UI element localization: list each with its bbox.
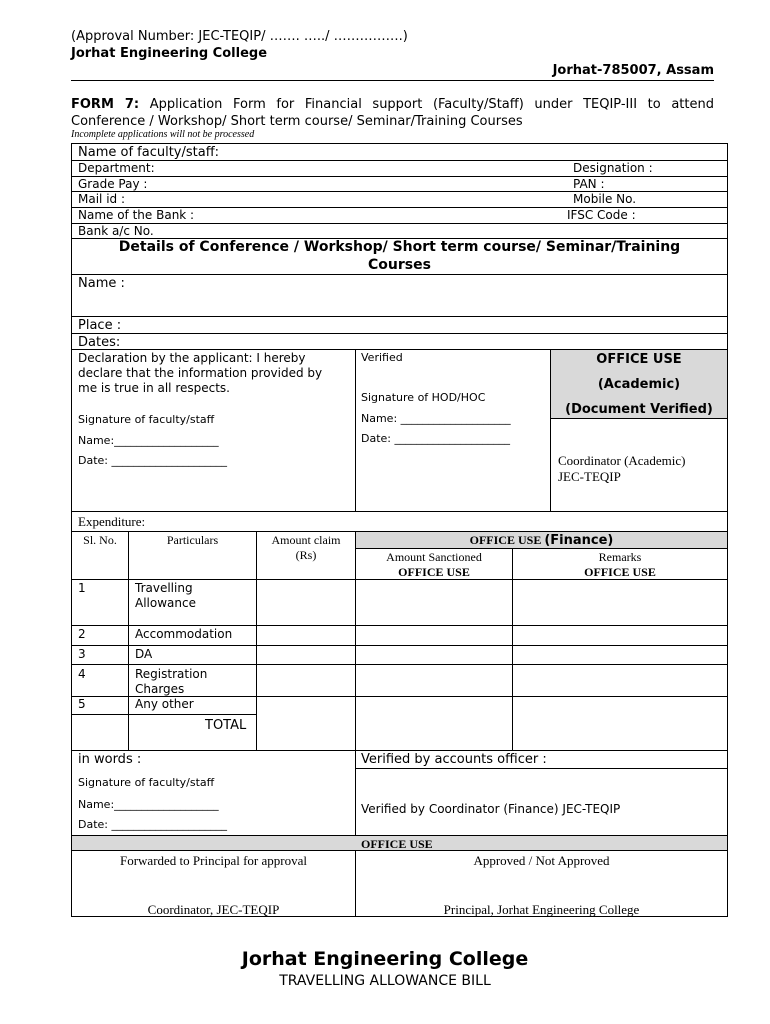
col-sanctioned-office: OFFICE USE	[398, 565, 470, 579]
row4-particular: Registration	[135, 667, 208, 681]
coordinator-academic-org: JEC-TEQIP	[558, 469, 621, 484]
col-amount-unit: (Rs)	[295, 548, 317, 562]
event-dates-field[interactable]: Dates:	[78, 335, 121, 350]
event-name-field[interactable]: Name :	[78, 276, 125, 291]
applicant-signature-label: Signature of faculty/staff	[78, 413, 215, 426]
row3-particular: DA	[135, 647, 153, 661]
verified-accounts-label: Verified by accounts officer :	[361, 752, 547, 767]
office-use-academic-subtitle: (Academic)	[597, 377, 681, 392]
bank-account-field[interactable]: Bank a/c No.	[78, 224, 154, 238]
row1-particular-2: Allowance	[135, 596, 196, 610]
form-description: Application Form for Financial support (Faculty/Staff) under TEQIP-III to attend Conference / Workshop/ Short term course/ Seminar/Training Courses	[71, 97, 714, 129]
office-finance-tag: (Finance)	[544, 533, 614, 548]
office-use-academic-title: OFFICE USE	[596, 352, 682, 367]
bottom-signature-label: Signature of faculty/staff	[78, 776, 215, 789]
coordinator-academic: Coordinator (Academic)	[558, 453, 686, 468]
row2-no: 2	[78, 627, 86, 641]
col-amount-header: Amount claim	[271, 533, 341, 547]
ifsc-field[interactable]: IFSC Code :	[567, 208, 636, 222]
principal-signature-label: Principal, Jorhat Engineering College	[443, 902, 640, 917]
row4-no: 4	[78, 667, 86, 681]
mail-field[interactable]: Mail id :	[78, 192, 125, 206]
verified-label: Verified	[361, 351, 403, 364]
col-sanctioned-header: Amount Sanctioned	[386, 550, 482, 564]
faculty-name-field[interactable]: Name of faculty/staff:	[78, 145, 220, 160]
college-address: Jorhat-785007, Assam	[552, 63, 714, 78]
pan-field[interactable]: PAN :	[573, 177, 605, 191]
office-use-label: OFFICE USE	[361, 837, 433, 851]
mobile-field[interactable]: Mobile No.	[573, 192, 637, 206]
declaration-line2: declare that the information provided by	[78, 366, 323, 380]
row1-no: 1	[78, 581, 86, 595]
footer-college-name: Jorhat Engineering College	[241, 948, 529, 970]
row3-no: 3	[78, 647, 86, 661]
declaration-line1: Declaration by the applicant: I hereby	[78, 351, 306, 365]
row1-particular: Travelling	[135, 581, 193, 595]
total-label: TOTAL	[205, 718, 247, 733]
coordinator-signature-label: Coordinator, JEC-TEQIP	[147, 902, 280, 917]
applicant-date-line[interactable]: Date: _____________________	[78, 454, 227, 467]
department-field[interactable]: Department:	[78, 161, 155, 175]
declaration-line3: me is true in all respects.	[78, 381, 230, 395]
hod-signature-label: Signature of HOD/HOC	[361, 391, 486, 404]
grade-pay-field[interactable]: Grade Pay :	[78, 177, 148, 191]
hod-name-line[interactable]: Name: ____________________	[361, 412, 511, 425]
expenditure-label: Expenditure:	[78, 514, 146, 529]
details-heading-line1: Details of Conference / Workshop/ Short term course/ Seminar/Training	[118, 239, 681, 255]
bottom-name-line[interactable]: Name:___________________	[78, 798, 219, 811]
row2-particular: Accommodation	[135, 627, 233, 641]
footer-bill-title: TRAVELLING ALLOWANCE BILL	[279, 973, 491, 989]
col-particulars-header: Particulars	[166, 533, 219, 547]
in-words-label[interactable]: in words :	[78, 752, 142, 767]
event-place-field[interactable]: Place :	[78, 318, 122, 333]
form-number: FORM 7:	[71, 97, 140, 112]
college-name: Jorhat Engineering College	[71, 46, 268, 61]
col-remarks-header: Remarks	[598, 550, 642, 564]
col-remarks-office: OFFICE USE	[584, 565, 656, 579]
col-slno-header: Sl. No.	[83, 533, 117, 547]
bottom-date-line[interactable]: Date: _____________________	[78, 818, 227, 831]
approval-number: (Approval Number: JEC-TEQIP/ ……. …../ …………….)	[71, 29, 408, 44]
office-use-document-verified: (Document Verified)	[565, 402, 713, 417]
designation-field[interactable]: Designation :	[573, 161, 653, 175]
row5-no: 5	[78, 697, 86, 711]
header-divider	[71, 80, 714, 81]
office-finance-header	[356, 533, 727, 548]
details-heading-line2: Courses	[368, 257, 431, 273]
hod-date-line[interactable]: Date: _____________________	[361, 432, 510, 445]
forwarded-label: Forwarded to Principal for approval	[119, 853, 307, 868]
applicant-name-line[interactable]: Name:___________________	[78, 434, 219, 447]
incomplete-note: Incomplete applications will not be processed	[71, 129, 255, 140]
row4-particular-2: Charges	[135, 682, 185, 696]
row5-particular: Any other	[135, 697, 194, 711]
verified-coordinator-finance: Verified by Coordinator (Finance) JEC-TEQIP	[361, 802, 621, 816]
bank-name-field[interactable]: Name of the Bank :	[78, 208, 195, 222]
form-title	[71, 96, 714, 130]
approval-status-label: Approved / Not Approved	[473, 853, 610, 868]
office-finance-label: OFFICE USE	[469, 533, 545, 547]
